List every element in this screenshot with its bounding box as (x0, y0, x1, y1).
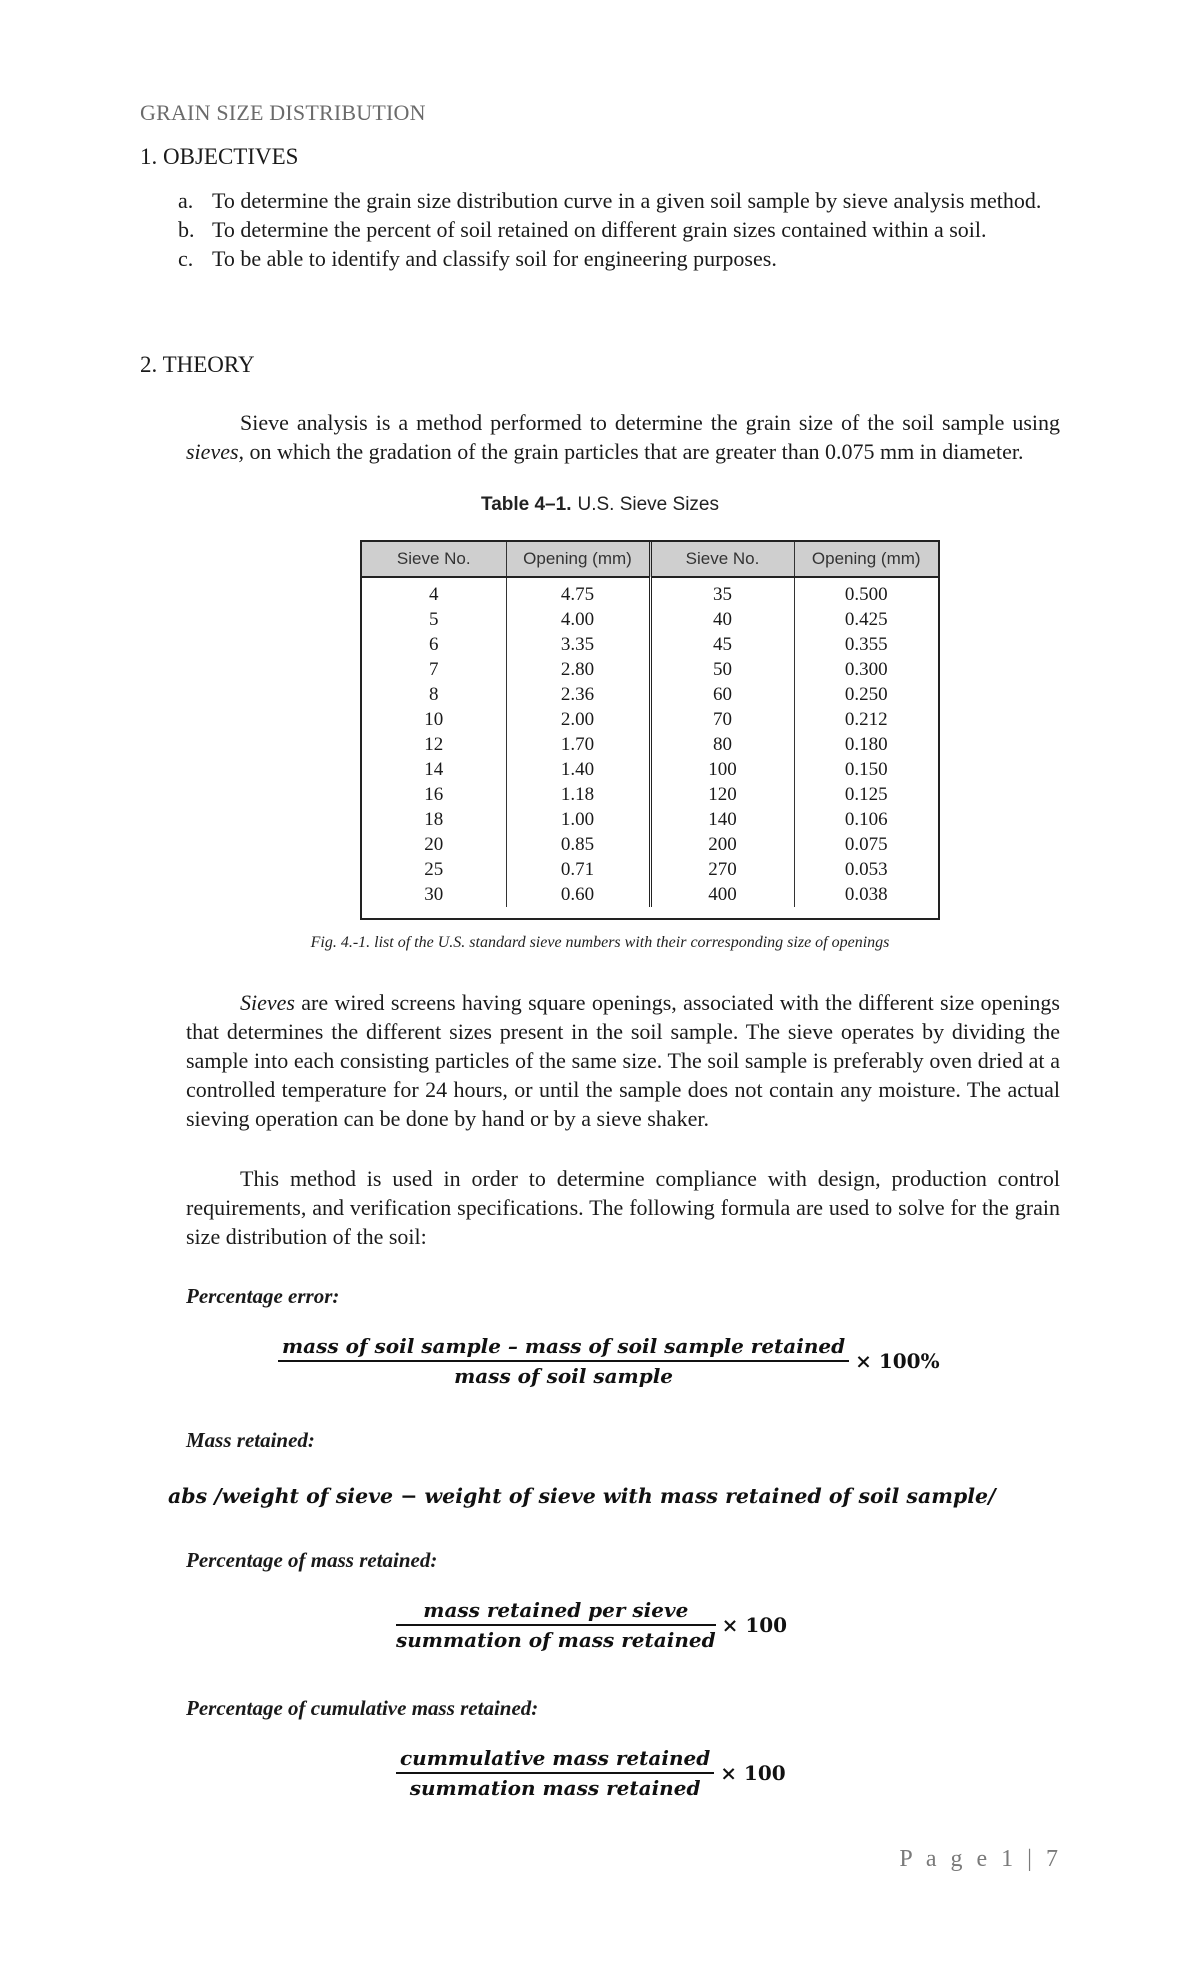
theory-intro-text-a: Sieve analysis is a method performed to determine the grain size of the soil sample using (240, 410, 1060, 435)
table-cell: 8 (362, 682, 506, 707)
table-cell: 0.038 (844, 883, 888, 905)
table-row (362, 732, 938, 757)
section-heading-theory: 2. THEORY (140, 352, 255, 377)
table-cell: 120 (650, 782, 794, 807)
column-header: Opening (mm) (794, 542, 938, 577)
table-row (362, 832, 938, 857)
table-cell: 4.00 (506, 607, 650, 632)
table-row (362, 577, 938, 607)
table-cell: 3.35 (506, 632, 650, 657)
percentage-error-formula (278, 1334, 940, 1388)
table-cell: 0.125 (844, 783, 888, 805)
table-cell: 100 (650, 757, 794, 782)
table-cell: 0.300 (844, 658, 888, 680)
list-item (178, 244, 1058, 273)
table-cell: 0.500 (844, 583, 888, 605)
table-cell: 12 (362, 732, 506, 757)
multiplier: × 100 (720, 1761, 786, 1785)
percentage-error-label: Percentage error: (186, 1284, 340, 1308)
numerator: cummulative mass retained (396, 1746, 714, 1774)
table-cell: 30 (362, 882, 506, 907)
table-cell: 0.85 (506, 832, 650, 857)
fraction (278, 1334, 849, 1388)
table-cell: 70 (650, 707, 794, 732)
figure-caption: Fig. 4.-1. list of the U.S. standard sieve numbers with their corresponding size of openings (310, 934, 890, 951)
document-title: GRAIN SIZE DISTRIBUTION (140, 100, 426, 125)
table-cell: 40 (650, 607, 794, 632)
table-cell: 400 (650, 882, 794, 907)
table-cell: 7 (362, 657, 506, 682)
table-cell: 1.00 (506, 807, 650, 832)
list-item-letter: a. (178, 188, 194, 213)
table-cell: 1.40 (506, 757, 650, 782)
table-cell: 0.60 (506, 882, 650, 907)
table-cell: 20 (362, 832, 506, 857)
table-cell: 25 (362, 857, 506, 882)
table-cell: 4 (362, 577, 506, 607)
table-cell: 18 (362, 807, 506, 832)
percentage-cumulative-label: Percentage of cumulative mass retained: (186, 1696, 539, 1720)
table-cell: 80 (650, 732, 794, 757)
sieves-italic-lead: Sieves (240, 990, 295, 1015)
numerator: mass retained per sieve (396, 1598, 716, 1626)
table-cell: 45 (650, 632, 794, 657)
table-cell: 10 (362, 707, 506, 732)
column-header: Opening (mm) (506, 542, 650, 577)
table-cell: 0.425 (844, 608, 888, 630)
theory-intro-italic: sieves, (186, 439, 245, 464)
fraction (396, 1598, 716, 1652)
sieves-paragraph-text: are wired screens having square openings, associated with the different size openings that determines the different sizes present in the soil sample. The sieve operates by dividing the sample into each consisting particles of the same size. The soil sample is preferably oven dried at a controlled temperature for 24 hours, or until the sample does not contain any moisture. The actual sieving operation can be done by hand or by a sieve shaker. (186, 990, 1060, 1131)
table-row (362, 682, 938, 707)
table-cell: 0.250 (844, 683, 888, 705)
table-cell: 0.180 (844, 733, 888, 755)
table-caption-text: U.S. Sieve Sizes (577, 494, 719, 515)
denominator: summation of mass retained (396, 1628, 716, 1652)
theory-intro-text-b: on which the gradation of the grain particles that are greater than 0.075 mm in diameter. (244, 439, 1024, 464)
table-cell: 2.36 (506, 682, 650, 707)
table-cell: 2.80 (506, 657, 650, 682)
denominator: summation mass retained (409, 1776, 701, 1800)
table-cell: 1.18 (506, 782, 650, 807)
list-item-letter: b. (178, 217, 195, 242)
page-number: P a g e 1 | 7 (899, 1846, 1062, 1872)
table-row (362, 607, 938, 632)
list-item (178, 186, 1058, 215)
list-item-text: To be able to identify and classify soil for engineering purposes. (212, 246, 777, 271)
table-row (362, 757, 938, 782)
table-cell: 0.150 (844, 758, 888, 780)
percentage-cumulative-formula (396, 1746, 786, 1800)
table-cell: 0.106 (844, 808, 888, 830)
theory-intro-paragraph (186, 408, 1060, 466)
mass-retained-formula: abs /weight of sieve − weight of sieve with mass retained of soil sample/ (168, 1484, 996, 1508)
column-header: Sieve No. (650, 542, 794, 577)
section-heading-objectives: 1. OBJECTIVES (140, 144, 299, 169)
mass-retained-label: Mass retained: (186, 1428, 315, 1452)
table-row (362, 707, 938, 732)
method-paragraph: This method is used in order to determine compliance with design, production control requirements, and verification specifications. The following formula are used to solve for the grain size distribution of the soil: (186, 1166, 1060, 1249)
table-row (362, 882, 938, 907)
table-cell: 0.71 (506, 857, 650, 882)
table-cell: 200 (650, 832, 794, 857)
table-cell: 60 (650, 682, 794, 707)
sieves-paragraph (186, 988, 1060, 1133)
percentage-mass-retained-formula (396, 1598, 787, 1652)
table-cell: 16 (362, 782, 506, 807)
fraction (396, 1746, 714, 1800)
table-cell: 140 (650, 807, 794, 832)
denominator: mass of soil sample (454, 1364, 674, 1388)
table-cell: 0.053 (844, 858, 888, 880)
list-item-text: To determine the percent of soil retained on different grain sizes contained within a soil. (212, 217, 987, 242)
multiplier: × 100% (855, 1349, 940, 1373)
table-header-row (362, 542, 938, 577)
table-cell: 270 (650, 857, 794, 882)
sieve-sizes-table (360, 540, 940, 920)
numerator: mass of soil sample – mass of soil sample retained (278, 1334, 849, 1362)
list-item (178, 215, 1058, 244)
table-row (362, 857, 938, 882)
table-cell: 4.75 (506, 577, 650, 607)
list-item-text: To determine the grain size distribution curve in a given soil sample by sieve analysis method. (212, 188, 1042, 213)
table-row (362, 657, 938, 682)
multiplier: × 100 (721, 1613, 788, 1637)
table-cell: 6 (362, 632, 506, 657)
percentage-mass-retained-label: Percentage of mass retained: (186, 1548, 438, 1572)
table-cell: 14 (362, 757, 506, 782)
table-cell: 50 (650, 657, 794, 682)
table-cell: 0.075 (844, 833, 888, 855)
table-cell: 2.00 (506, 707, 650, 732)
table-row (362, 782, 938, 807)
table-cell: 35 (650, 577, 794, 607)
table-caption (0, 494, 1200, 516)
list-item-letter: c. (178, 246, 194, 271)
column-header: Sieve No. (362, 542, 506, 577)
objectives-list (178, 186, 1058, 273)
table-cell: 0.355 (844, 633, 888, 655)
table-row (362, 632, 938, 657)
table-caption-number: Table 4–1. (481, 494, 572, 515)
table-cell: 5 (362, 607, 506, 632)
table-cell: 1.70 (506, 732, 650, 757)
table-row (362, 807, 938, 832)
table-cell: 0.212 (844, 708, 888, 730)
